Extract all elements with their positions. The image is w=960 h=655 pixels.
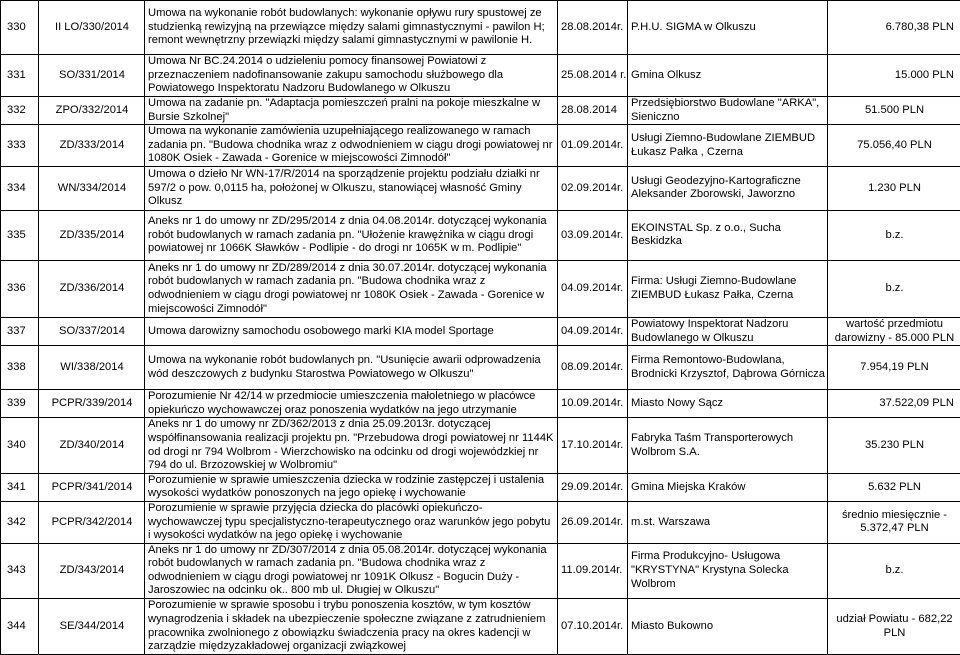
row-amount: 5.632 PLN	[828, 473, 960, 501]
row-ordinal: 340	[1, 418, 39, 473]
table-row	[1, 166, 960, 210]
row-date: 03.09.2014r.	[558, 210, 628, 260]
row-ordinal: 330	[1, 1, 39, 55]
row-contract-number: WI/338/2014	[39, 346, 145, 390]
row-amount: 15.000 PLN	[828, 55, 960, 97]
row-amount: b.z.	[828, 543, 960, 598]
row-contractor: Firma Produkcyjno- Usługowa "KRYSTYNA" Krystyna Solecka Wolbrom	[628, 543, 828, 598]
row-description: Aneks nr 1 do umowy nr ZD/289/2014 z dnia 30.07.2014r. dotyczącej wykonania robót budowlanych w ramach zadania pn. "Budowa chodnika wraz z odwodnieniem w ciągu drogi powiatowej nr 1080K Osiek - Zawada - Gorenice w miejscowości Zimnodół"	[145, 260, 558, 317]
row-contract-number: ZD/343/2014	[39, 543, 145, 598]
row-amount: 7.954,19 PLN	[828, 346, 960, 390]
row-date: 25.08.2014 r.	[558, 55, 628, 97]
table-row	[1, 1, 960, 55]
row-ordinal: 332	[1, 97, 39, 125]
row-amount: 75.056,40 PLN	[828, 125, 960, 167]
table-row	[1, 210, 960, 260]
row-description: Umowa na wykonanie zamówienia uzupełniającego realizowanego w ramach zadania pn. "Budowa chodnika wraz z odwodnieniem w ciągu drogi powiatowej nr 1080K Osiek - Zawada - Gorenice w miejscowości Zimnodół"	[145, 125, 558, 167]
row-amount: 51.500 PLN	[828, 97, 960, 125]
row-contract-number: SE/344/2014	[39, 599, 145, 655]
row-ordinal: 338	[1, 346, 39, 390]
row-amount: wartość przedmiotu darowizny - 85.000 PLN	[828, 317, 960, 345]
row-amount: 37.522,09 PLN	[828, 390, 960, 418]
row-description: Umowa Nr BC.24.2014 o udzieleniu pomocy finansowej Powiatowi z przeznaczeniem nadofinansowanie zakupu samochodu służbowego dla Powiatowego Inspektoratu Nadzoru Budowlanego w Olkuszu	[145, 55, 558, 97]
row-contractor: Fabryka Taśm Transporterowych Wolbrom S.A.	[628, 418, 828, 473]
row-date: 02.09.2014r.	[558, 166, 628, 210]
row-description: Porozumienie w sprawie przyjęcia dziecka do placówki opiekuńczo-wychowawczej typu specjalistyczno-terapeutycznego oraz warunków jego pobytu i wysokości wydatków na jego opiekę i wychowanie	[145, 501, 558, 543]
table-row	[1, 55, 960, 97]
row-contractor: Gmina Olkusz	[628, 55, 828, 97]
row-contract-number: ZPO/332/2014	[39, 97, 145, 125]
row-date: 17.10.2014r.	[558, 418, 628, 473]
row-date: 26.09.2014r.	[558, 501, 628, 543]
row-date: 04.09.2014r.	[558, 317, 628, 345]
row-date: 10.09.2014r.	[558, 390, 628, 418]
row-ordinal: 342	[1, 501, 39, 543]
row-description: Umowa na zadanie pn. "Adaptacja pomieszczeń pralni na pokoje mieszkalne w Bursie Szkolnej"	[145, 97, 558, 125]
row-ordinal: 334	[1, 166, 39, 210]
row-contract-number: ZD/335/2014	[39, 210, 145, 260]
row-description: Porozumienie w sprawie sposobu i trybu ponoszenia kosztów, w tym kosztów wynagrodzenia i składek na ubezpieczenie społeczne związane z zatrudnieniem pracownika zwolnionego z obowiązku świadczenia pracy na okres kadencji w zarządzie międzyzakładowej organizacji związkowej	[145, 599, 558, 655]
table-row	[1, 473, 960, 501]
row-contract-number: ZD/333/2014	[39, 125, 145, 167]
table-row	[1, 125, 960, 167]
row-ordinal: 333	[1, 125, 39, 167]
table-row	[1, 346, 960, 390]
row-contract-number: II LO/330/2014	[39, 1, 145, 55]
row-amount: średnio miesięcznie - 5.372,47 PLN	[828, 501, 960, 543]
row-ordinal: 335	[1, 210, 39, 260]
table-row	[1, 501, 960, 543]
table-row	[1, 418, 960, 473]
row-amount: 35.230 PLN	[828, 418, 960, 473]
row-contractor: m.st. Warszawa	[628, 501, 828, 543]
row-contract-number: ZD/336/2014	[39, 260, 145, 317]
row-contract-number: PCPR/339/2014	[39, 390, 145, 418]
row-date: 29.09.2014r.	[558, 473, 628, 501]
row-ordinal: 343	[1, 543, 39, 598]
row-description: Aneks nr 1 do umowy nr ZD/295/2014 z dnia 04.08.2014r. dotyczącej wykonania robót budowlanych w ramach zadania pn. "Ułożenie krawężnika w ciągu drogi powiatowej nr 1066K Sławków - Podlipie - do drogi nr 1065K w m. Podlipie"	[145, 210, 558, 260]
table-row	[1, 317, 960, 345]
row-contractor: Miasto Bukowno	[628, 599, 828, 655]
row-date: 28.08.2014r.	[558, 1, 628, 55]
table-row	[1, 543, 960, 598]
row-contract-number: PCPR/342/2014	[39, 501, 145, 543]
row-contractor: Usługi Ziemno-Budowlane ZIEMBUD Łukasz Pałka , Czerna	[628, 125, 828, 167]
row-contract-number: SO/331/2014	[39, 55, 145, 97]
row-description: Umowa na wykonanie robót budowlanych: wykonanie opływu rury spustowej ze studzienką rewizyjną na przewiązce między salami gimnastycznymi - pawilon H; remont wewnętrzny przewiązki między salami gimnastycznymi w pawilonie H.	[145, 1, 558, 55]
row-description: Umowa na wykonanie robót budowlanych pn. "Usunięcie awarii odprowadzenia wód deszczowych z budynku Starostwa Powiatowego w Olkuszu"	[145, 346, 558, 390]
row-description: Porozumienie w sprawie umieszczenia dziecka w rodzinie zastępczej i ustalenia wysokości wydatków ponoszonych na jego opiekę i wychowanie	[145, 473, 558, 501]
row-date: 04.09.2014r.	[558, 260, 628, 317]
row-amount: udział Powiatu - 682,22 PLN	[828, 599, 960, 655]
row-date: 07.10.2014r.	[558, 599, 628, 655]
row-date: 01.09.2014r.	[558, 125, 628, 167]
table-row	[1, 260, 960, 317]
row-contract-number: PCPR/341/2014	[39, 473, 145, 501]
row-contractor: Gmina Miejska Kraków	[628, 473, 828, 501]
row-description: Aneks nr 1 do umowy nr ZD/307/2014 z dnia 05.08.2014r. dotyczącej wykonania robót budowlanych w ramach zadania pn. "Budowa chodnika wraz z odwodnieniem w ciągu drogi powiatowej nr 1091K Olkusz - Bogucin Duży - Jaroszowiec na odcinku ok.. 800 mb ul. Długiej w Olkuszu"	[145, 543, 558, 598]
row-contract-number: WN/334/2014	[39, 166, 145, 210]
row-contractor: Usługi Geodezyjno-Kartograficzne Aleksander Zborowski, Jaworzno	[628, 166, 828, 210]
row-contractor: EKOINSTAL Sp. z o.o., Sucha Beskidzka	[628, 210, 828, 260]
row-description: Porozumienie Nr 42/14 w przedmiocie umieszczenia małoletniego w placówce opiekuńczo wychowawczej oraz ponoszenia wydatków na jego utrzymanie	[145, 390, 558, 418]
table-row	[1, 390, 960, 418]
row-ordinal: 331	[1, 55, 39, 97]
table-row	[1, 599, 960, 655]
row-description: Aneks nr 1 do umowy nr ZD/362/2013 z dnia 25.09.2013r. dotyczącej współfinansowania realizacji projektu pn. "Przebudowa drogi powiatowej nr 1144K od drogi nr 794 Wolbrom - Wierzchowisko na odcinku od drogi wojewódzkiej nr 794 do ul. Brzozowskiej w Wolbromiu"	[145, 418, 558, 473]
row-contractor: Przedsiębiorstwo Budowlane "ARKA", Sieniczno	[628, 97, 828, 125]
row-ordinal: 336	[1, 260, 39, 317]
row-date: 08.09.2014r.	[558, 346, 628, 390]
row-ordinal: 341	[1, 473, 39, 501]
row-amount: b.z.	[828, 210, 960, 260]
row-contractor: Firma Remontowo-Budowlana, Brodnicki Krzysztof, Dąbrowa Górnicza	[628, 346, 828, 390]
row-ordinal: 339	[1, 390, 39, 418]
row-description: Umowa o dzieło Nr WN-17/R/2014 na sporządzenie projektu podziału działki nr 597/2 o pow. 0,0115 ha, położonej w Olkuszu, stanowiącej własność Gminy Olkusz	[145, 166, 558, 210]
row-contractor: Powiatowy Inspektorat Nadzoru Budowlanego w Olkuszu	[628, 317, 828, 345]
row-date: 11.09.2014r.	[558, 543, 628, 598]
row-contract-number: ZD/340/2014	[39, 418, 145, 473]
row-contract-number: SO/337/2014	[39, 317, 145, 345]
row-description: Umowa darowizny samochodu osobowego marki KIA model Sportage	[145, 317, 558, 345]
row-ordinal: 337	[1, 317, 39, 345]
row-ordinal: 344	[1, 599, 39, 655]
row-contractor: Miasto Nowy Sącz	[628, 390, 828, 418]
row-contractor: Firma: Usługi Ziemno-Budowlane ZIEMBUD Łukasz Pałka, Czerna	[628, 260, 828, 317]
row-date: 28.08.2014	[558, 97, 628, 125]
table-row	[1, 97, 960, 125]
row-amount: b.z.	[828, 260, 960, 317]
row-amount: 6.780,38 PLN	[828, 1, 960, 55]
row-amount: 1.230 PLN	[828, 166, 960, 210]
row-contractor: P.H.U. SIGMA w Olkuszu	[628, 1, 828, 55]
